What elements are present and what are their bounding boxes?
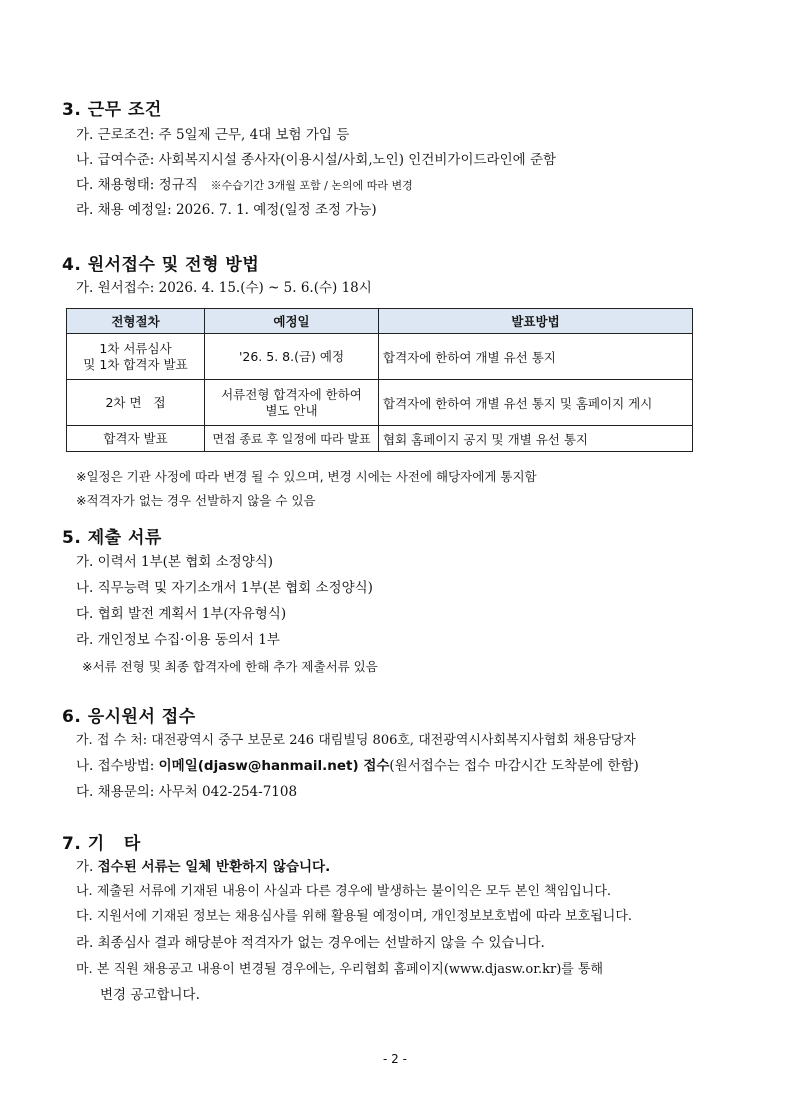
page-number: - 2 -	[383, 1052, 407, 1066]
document-item: 다. 협회 발전 계획서 1부(자유형식)	[76, 606, 287, 622]
no-qualified-note: ※적격자가 없는 경우 선발하지 않을 수 있음	[76, 493, 316, 508]
application-email: 이메일(djasw@hanmail.net) 접수	[158, 758, 390, 774]
application-method-label: 나. 접수방법:	[76, 758, 159, 774]
date-line: 서류전형 합격자에 한하여	[221, 386, 362, 402]
application-address: 가. 접 수 처: 대전광역시 중구 보문로 246 대림빌딩 806호, 대전광역시사회복지사협회 채용담당자	[76, 733, 636, 748]
application-period: 가. 원서접수: 2026. 4. 15.(수) ~ 5. 6.(수) 18시	[76, 280, 372, 296]
schedule-change-note: ※일정은 기관 사정에 따라 변경 될 수 있으며, 변경 시에는 사전에 해당자에게 통지함	[76, 469, 537, 484]
application-method	[76, 756, 639, 776]
selection-schedule-table	[66, 308, 693, 452]
header-step: 전형절차	[67, 309, 205, 334]
section-6-title: 6. 응시원서 접수	[62, 707, 196, 727]
step-cell: 2차 면 접	[67, 380, 205, 426]
method-cell: 합격자에 한하여 개별 유선 통지	[379, 334, 693, 380]
privacy-notice: 다. 지원서에 기재된 정보는 채용심사를 위해 활용될 예정이며, 개인정보보호법에 따라 보호됩니다.	[76, 909, 633, 924]
additional-documents-note: ※서류 전형 및 최종 합격자에 한해 추가 제출서류 있음	[82, 659, 378, 674]
section-7-title: 7. 기 타	[62, 834, 141, 854]
document-item: 나. 직무능력 및 자기소개서 1부(본 협회 소정양식)	[76, 580, 373, 596]
change-notice-line2: 변경 공고합니다.	[100, 987, 200, 1003]
header-date: 예정일	[205, 309, 379, 334]
no-return-notice	[76, 857, 330, 877]
change-notice-line1: 마. 본 직원 채용공고 내용이 변경될 경우에는, 우리협회 홈페이지(www.djasw.or.kr)를 통해	[76, 962, 604, 977]
step-line: 1차 서류심사	[99, 340, 172, 356]
section-4-title: 4. 원서접수 및 전형 방법	[62, 255, 260, 275]
employment-type-note: ※수습기간 3개월 포함 / 논의에 따라 변경	[210, 179, 413, 192]
method-cell: 협회 홈페이지 공지 및 개별 유선 통지	[379, 426, 693, 452]
header-method: 발표방법	[379, 309, 693, 334]
document-item: 라. 개인정보 수집·이용 동의서 1부	[76, 632, 280, 648]
responsibility-notice: 나. 제출된 서류에 기재된 내용이 사실과 다른 경우에 발생하는 불이익은 모두 본인 책임입니다.	[76, 884, 612, 899]
table-row	[67, 334, 693, 380]
table-row	[67, 380, 693, 426]
section-3-title: 3. 근무 조건	[62, 100, 162, 120]
step-cell	[67, 334, 205, 380]
method-cell: 합격자에 한하여 개별 유선 통지 및 홈페이지 게시	[379, 380, 693, 426]
salary-level: 나. 급여수준: 사회복지시설 종사자(이용시설/사회,노인) 인건비가이드라인에 준함	[76, 152, 557, 168]
section-5-title: 5. 제출 서류	[62, 528, 162, 548]
work-conditions: 가. 근로조건: 주 5일제 근무, 4대 보험 가입 등	[76, 127, 350, 143]
table-header-row	[67, 309, 693, 334]
employment-type-text: 다. 채용형태: 정규직	[76, 177, 198, 193]
employment-type	[76, 175, 413, 196]
no-return-label: 가.	[76, 859, 98, 875]
date-cell: '26. 5. 8.(금) 예정	[205, 334, 379, 380]
date-line: 별도 안내	[265, 402, 318, 418]
document-item: 가. 이력서 1부(본 협회 소정양식)	[76, 554, 274, 570]
table-row	[67, 426, 693, 452]
application-method-detail: (원서접수는 접수 마감시간 도착분에 한함)	[389, 758, 639, 774]
step-line: 및 1차 합격자 발표	[83, 356, 188, 372]
no-selection-notice: 라. 최종심사 결과 해당분야 적격자가 없는 경우에는 선발하지 않을 수 있습니다.	[76, 935, 545, 951]
hire-date: 라. 채용 예정일: 2026. 7. 1. 예정(일정 조정 가능)	[76, 202, 377, 218]
date-cell	[205, 380, 379, 426]
no-return-text: 접수된 서류는 일체 반환하지 않습니다.	[97, 859, 331, 875]
date-cell: 면접 종료 후 일정에 따라 발표	[205, 426, 379, 452]
hiring-inquiry: 다. 채용문의: 사무처 042-254-7108	[76, 784, 298, 800]
step-cell: 합격자 발표	[67, 426, 205, 452]
